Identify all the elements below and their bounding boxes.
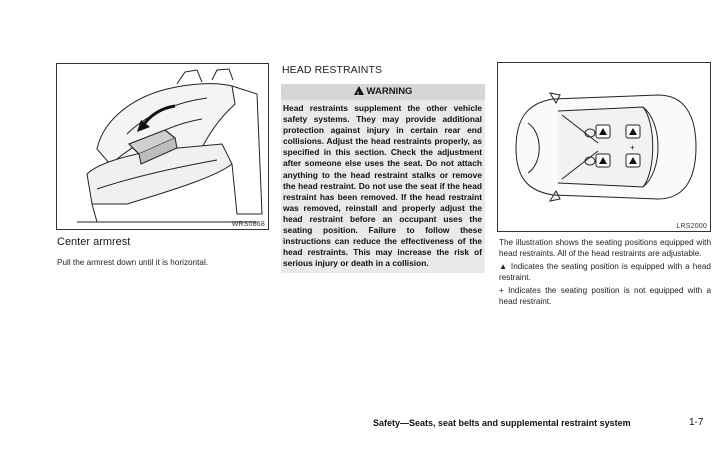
no-head-restraint-plus-icon: + xyxy=(630,143,635,152)
page-number: 1-7 xyxy=(689,417,704,428)
center-armrest-text: Pull the armrest down until it is horizontal. xyxy=(57,258,209,267)
warning-header xyxy=(281,84,485,100)
vehicle-top-view-drawing xyxy=(498,63,710,231)
warning-triangle-icon xyxy=(354,86,364,95)
warning-box xyxy=(281,84,485,273)
head-restraints-heading: HEAD RESTRAINTS xyxy=(282,64,383,76)
warning-label: WARNING xyxy=(366,86,413,97)
illustration-intro: The illustration shows the seating positions equipped with head restraints. All of the head restraints are adjustable. xyxy=(499,238,711,258)
figure-code-car: LRS2000 xyxy=(676,223,707,230)
figure-code-seat: WRS0868 xyxy=(231,221,265,228)
rear-seat-drawing xyxy=(57,64,268,229)
rear-seat-armrest-illustration xyxy=(56,63,269,230)
page-footer-title: Safety—Seats, seat belts and supplemental restraint system xyxy=(373,418,631,428)
triangle-legend-icon: ▲ xyxy=(499,262,508,271)
vehicle-top-view-illustration xyxy=(497,62,711,232)
warning-text: Head restraints supplement the other vehicle safety systems. They may provide additional protection against injury in certain rear end collisions. Adjust the head restraints properly, as specified in this section. Check the adjustment after someone else uses the seat. Do not attach anything to the head restraint stalks or remove the head restraint. Do not use the seat if the head restraint has been removed. If the head restraint was removed, reinstall and properly adjust the head restraint before an occupant uses the seating position. Failure to follow these instructions can reduce the effectiveness of the head restraints. This may increase the risk of serious injury or death in a collision. xyxy=(281,100,485,273)
illustration-description xyxy=(499,237,711,309)
legend-triangle: ▲ Indicates the seating position is equipped with a head restraint. xyxy=(499,262,711,282)
plus-legend-icon: + xyxy=(499,286,504,295)
center-armrest-heading: Center armrest xyxy=(57,236,131,248)
legend-plus: + Indicates the seating position is not equipped with a head restraint. xyxy=(499,286,711,306)
